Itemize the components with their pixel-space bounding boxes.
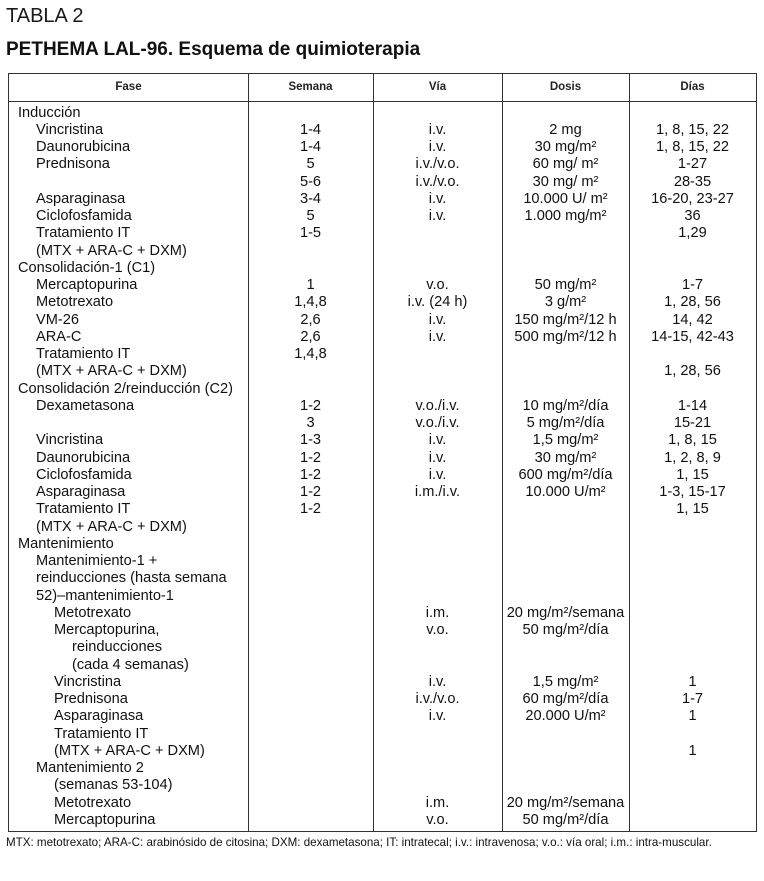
cell-dias: 1	[688, 742, 697, 759]
cell-semana: 1-2	[299, 501, 322, 518]
cell-dias	[629, 777, 756, 794]
cell-dosis: 5 mg/m²/día	[526, 415, 605, 431]
cell-fase: Tratamiento IT	[54, 725, 149, 742]
cell-dosis	[502, 743, 629, 760]
cell-dias: 14, 42	[672, 311, 713, 328]
cell-semana	[248, 605, 373, 622]
cell-fase: Dexametasona	[36, 397, 135, 414]
cell-dias	[629, 588, 756, 605]
table-row	[9, 691, 756, 708]
cell-dias: 1, 8, 15, 22	[655, 139, 730, 155]
cell-semana	[248, 639, 373, 656]
cell-dias	[629, 657, 756, 674]
cell-dosis: 30 mg/m²	[534, 449, 597, 466]
cell-fase: (semanas 53-104)	[54, 777, 173, 794]
cell-semana	[248, 570, 373, 587]
header-dosis: Dosis	[549, 81, 582, 93]
table-row	[9, 467, 756, 484]
cell-dias	[629, 726, 756, 743]
cell-fase: Metotrexato	[54, 794, 132, 811]
cell-semana	[248, 553, 373, 570]
cell-dosis: 1,5 mg/m²	[532, 432, 599, 449]
cell-via	[373, 243, 502, 260]
cell-semana: 1	[306, 277, 315, 293]
cell-semana	[248, 536, 373, 553]
cell-via: i.m.	[425, 604, 450, 621]
cell-semana: 3	[306, 415, 315, 431]
cell-dosis: 60 mg/ m²	[532, 156, 599, 173]
cell-fase: Tratamiento IT	[36, 346, 131, 362]
table-row	[9, 743, 756, 760]
cell-dias: 1, 28, 56	[664, 363, 721, 380]
cell-via: v.o.	[426, 277, 449, 293]
cell-dosis	[502, 570, 629, 587]
cell-dosis: 2 mg	[549, 121, 582, 138]
cell-via: i.m./i.v.	[414, 484, 461, 500]
cell-via	[373, 519, 502, 536]
table-row	[9, 398, 756, 415]
table-row	[9, 501, 756, 518]
table-row	[9, 622, 756, 639]
cell-semana	[248, 760, 373, 777]
cell-via	[373, 346, 502, 363]
table-row	[9, 657, 756, 674]
cell-dias: 15-21	[673, 415, 712, 431]
table-row	[9, 605, 756, 622]
table-row	[9, 588, 756, 605]
cell-fase: (MTX + ARA-C + DXM)	[54, 742, 205, 759]
cell-dosis	[502, 501, 629, 518]
cell-via: i.v.	[428, 208, 447, 224]
cell-dosis	[502, 777, 629, 794]
cell-fase: Asparaginasa	[36, 484, 126, 500]
cell-via	[373, 726, 502, 743]
cell-fase: reinducciones (hasta semana	[36, 570, 227, 587]
cell-via: i.v.	[428, 673, 447, 690]
cell-semana: 1-2	[299, 466, 322, 483]
cell-via	[373, 363, 502, 380]
cell-fase: Asparaginasa	[36, 190, 126, 207]
cell-via	[373, 260, 502, 277]
cell-dosis	[502, 553, 629, 570]
table-row	[9, 243, 756, 260]
table-row	[9, 553, 756, 570]
cell-dias: 16-20, 23-27	[651, 190, 734, 207]
cell-via	[373, 639, 502, 656]
cell-via: i.v./v.o.	[415, 156, 460, 173]
cell-dosis: 10 mg/m²/día	[522, 397, 609, 414]
cell-dias	[629, 260, 756, 277]
table-row	[9, 674, 756, 691]
cell-semana	[248, 691, 373, 708]
cell-semana: 1,4,8	[294, 346, 327, 362]
table-row	[9, 708, 756, 725]
header-semana: Semana	[288, 81, 333, 93]
cell-dosis: 1.000 mg/m²	[524, 208, 607, 224]
cell-dosis	[502, 225, 629, 242]
cell-semana: 5	[306, 156, 315, 173]
table-row	[9, 484, 756, 501]
cell-semana	[248, 812, 373, 829]
cell-fase: Daunorubicina	[36, 139, 131, 155]
cell-fase: Mercaptopurina	[54, 811, 156, 828]
cell-fase: VM-26	[36, 311, 79, 328]
table-row	[9, 346, 756, 363]
table-row	[9, 639, 756, 656]
cell-dosis: 1,5 mg/m²	[532, 673, 599, 690]
cell-dias: 28-35	[673, 173, 712, 190]
cell-fase: Prednisona	[54, 691, 128, 707]
cell-fase: Mantenimiento-1 +	[36, 553, 158, 569]
header-via: Vía	[428, 81, 447, 93]
table-row	[9, 260, 756, 277]
cell-dias: 1, 28, 56	[664, 294, 721, 311]
cell-via: i.v.	[428, 311, 447, 328]
cell-dosis: 10.000 U/ m²	[523, 190, 608, 207]
table-row	[9, 795, 756, 812]
cell-dias: 1	[688, 673, 697, 690]
cell-semana	[248, 657, 373, 674]
cell-via	[373, 225, 502, 242]
cell-via: v.o./i.v.	[415, 397, 460, 414]
cell-fase: Mercaptopurina	[36, 277, 138, 293]
cell-fase: Prednisona	[36, 156, 110, 173]
cell-dosis: 20 mg/m²/semana	[506, 794, 625, 811]
cell-via: i.v.	[428, 328, 447, 345]
cell-dosis: 50 mg/m²	[534, 277, 597, 293]
table-row	[9, 329, 756, 346]
cell-dosis	[502, 588, 629, 605]
cell-via: i.v./v.o.	[415, 173, 460, 190]
cell-semana	[248, 588, 373, 605]
cell-fase: Daunorubicina	[36, 449, 131, 466]
cell-via	[373, 105, 502, 122]
cell-dias	[629, 605, 756, 622]
cell-dias	[629, 105, 756, 122]
cell-semana	[248, 743, 373, 760]
cell-dosis: 20 mg/m²/semana	[506, 604, 625, 621]
cell-semana	[248, 708, 373, 725]
table-row	[9, 381, 756, 398]
cell-dias	[629, 536, 756, 553]
cell-semana: 1,4,8	[294, 294, 327, 311]
cell-semana: 2,6	[300, 311, 321, 328]
cell-via	[373, 760, 502, 777]
table-header	[9, 74, 756, 102]
cell-dias: 1	[688, 708, 697, 725]
header-dias: Días	[680, 81, 705, 93]
table-row	[9, 191, 756, 208]
cell-via	[373, 536, 502, 553]
cell-semana	[248, 674, 373, 691]
cell-fase: 52)–mantenimiento-1	[36, 587, 174, 604]
cell-via: v.o./i.v.	[415, 415, 460, 431]
cell-dosis: 60 mg/m²/día	[522, 691, 609, 707]
table-row	[9, 432, 756, 449]
table-row	[9, 208, 756, 225]
cell-via: i.m.	[425, 794, 450, 811]
cell-dias	[629, 760, 756, 777]
table-row	[9, 139, 756, 156]
cell-dias: 36	[684, 208, 701, 224]
cell-dias	[629, 570, 756, 587]
cell-semana	[248, 363, 373, 380]
cell-fase: Vincristina	[36, 432, 104, 449]
cell-fase: (MTX + ARA-C + DXM)	[36, 518, 187, 535]
cell-fase: Metotrexato	[36, 294, 114, 311]
cell-via: i.v.	[428, 432, 447, 449]
table-footnote: MTX: metotrexato; ARA-C: arabinósido de citosina; DXM: dexametasona; IT: intratecal; i.v.: intravenosa; v.o.: vía oral; i.m.: intra-muscular.	[6, 836, 712, 849]
table-row	[9, 519, 756, 536]
cell-dosis: 3 g/m²	[544, 294, 587, 311]
cell-fase: Mercaptopurina,	[54, 622, 160, 638]
cell-fase: Tratamiento IT	[36, 225, 131, 242]
cell-via: i.v.	[428, 708, 447, 725]
cell-semana	[248, 519, 373, 536]
cell-semana	[248, 260, 373, 277]
cell-dias: 1, 2, 8, 9	[664, 449, 721, 466]
cell-via	[373, 657, 502, 674]
table-row	[9, 726, 756, 743]
cell-dosis: 50 mg/m²/día	[522, 622, 609, 638]
table-row	[9, 312, 756, 329]
cell-dias	[629, 812, 756, 829]
cell-via: i.v.	[428, 121, 447, 138]
table-row	[9, 570, 756, 587]
cell-dosis	[502, 381, 629, 398]
cell-fase: ARA-C	[36, 328, 82, 345]
cell-via: v.o.	[426, 622, 449, 638]
cell-fase: (MTX + ARA-C + DXM)	[36, 242, 187, 259]
cell-dias: 1-7	[681, 691, 704, 707]
cell-via: i.v.	[428, 449, 447, 466]
cell-fase: Tratamiento IT	[36, 501, 131, 518]
cell-dosis	[502, 519, 629, 536]
cell-dias: 1-27	[677, 156, 708, 173]
cell-fase: Metotrexato	[54, 604, 132, 621]
cell-fase: Vincristina	[54, 673, 122, 690]
cell-semana	[248, 622, 373, 639]
table-row	[9, 122, 756, 139]
cell-via: v.o.	[426, 811, 449, 828]
cell-semana	[248, 726, 373, 743]
cell-semana: 1-3	[299, 432, 322, 449]
cell-semana	[248, 105, 373, 122]
cell-semana: 1-2	[299, 397, 322, 414]
cell-dosis	[502, 363, 629, 380]
cell-fase: Asparaginasa	[54, 708, 144, 725]
cell-dosis	[502, 243, 629, 260]
cell-dosis: 30 mg/m²	[534, 139, 597, 155]
cell-fase: Consolidación-1 (C1)	[18, 259, 156, 276]
cell-dosis: 10.000 U/m²	[525, 484, 606, 500]
cell-dias	[629, 639, 756, 656]
table-row	[9, 174, 756, 191]
cell-fase: Inducción	[18, 104, 81, 121]
cell-fase: (cada 4 semanas)	[72, 656, 189, 673]
cell-fase: Mantenimiento 2	[36, 760, 144, 776]
cell-fase: Ciclofosfamida	[36, 208, 132, 224]
cell-via	[373, 743, 502, 760]
table-row	[9, 277, 756, 294]
cell-via	[373, 570, 502, 587]
table-row	[9, 450, 756, 467]
cell-dosis	[502, 639, 629, 656]
cell-via: i.v.	[428, 466, 447, 483]
cell-dosis	[502, 726, 629, 743]
table-label: TABLA 2	[6, 5, 84, 27]
cell-dosis: 50 mg/m²/día	[522, 811, 609, 828]
table-row	[9, 156, 756, 173]
chemotherapy-table	[8, 73, 757, 832]
cell-fase	[9, 415, 275, 432]
cell-semana	[248, 243, 373, 260]
cell-dias	[629, 795, 756, 812]
table-title: PETHEMA LAL-96. Esquema de quimioterapia	[6, 39, 421, 60]
cell-semana: 5-6	[299, 173, 322, 190]
cell-dias	[629, 519, 756, 536]
cell-dias: 1, 15	[676, 501, 709, 518]
cell-via	[373, 588, 502, 605]
cell-semana: 1-2	[299, 449, 322, 466]
table-row	[9, 415, 756, 432]
cell-via	[373, 381, 502, 398]
cell-fase: Mantenimiento	[18, 535, 114, 552]
cell-dosis: 150 mg/m²/12 h	[514, 311, 617, 328]
table-row	[9, 812, 756, 829]
cell-dosis	[502, 760, 629, 777]
cell-fase: (MTX + ARA-C + DXM)	[36, 363, 187, 380]
table-row	[9, 536, 756, 553]
cell-semana: 2,6	[300, 328, 321, 345]
cell-via	[373, 501, 502, 518]
cell-semana: 1-4	[299, 121, 322, 138]
cell-dosis	[502, 105, 629, 122]
cell-via	[373, 777, 502, 794]
cell-dias: 1-14	[677, 397, 708, 414]
cell-dias	[629, 622, 756, 639]
cell-fase: Consolidación 2/reinducción (C2)	[18, 380, 233, 397]
cell-dias: 1-3, 15-17	[659, 484, 726, 500]
cell-dias	[629, 553, 756, 570]
cell-dosis: 500 mg/m²/12 h	[514, 328, 617, 345]
cell-dias	[629, 346, 756, 363]
cell-dias	[629, 243, 756, 260]
cell-dias: 1, 8, 15, 22	[655, 121, 730, 138]
cell-fase: Ciclofosfamida	[36, 466, 132, 483]
cell-dias: 14-15, 42-43	[651, 328, 734, 345]
cell-via: i.v.	[428, 139, 447, 155]
cell-dias: 1, 8, 15	[668, 432, 717, 449]
header-fase: Fase	[115, 81, 142, 93]
cell-via: i.v.	[428, 190, 447, 207]
cell-dosis: 30 mg/ m²	[532, 173, 599, 190]
cell-via: i.v./v.o.	[415, 691, 460, 707]
cell-semana	[248, 381, 373, 398]
cell-dosis	[502, 657, 629, 674]
cell-semana: 5	[306, 208, 315, 224]
cell-dias: 1, 15	[676, 466, 709, 483]
cell-dias: 1,29	[678, 225, 707, 242]
cell-dias	[629, 381, 756, 398]
table-row	[9, 105, 756, 122]
cell-dosis	[502, 346, 629, 363]
cell-dosis: 20.000 U/m²	[525, 708, 606, 725]
cell-semana: 3-4	[299, 190, 322, 207]
table-row	[9, 760, 756, 777]
cell-dosis: 600 mg/m²/día	[518, 466, 613, 483]
table-row	[9, 777, 756, 794]
table-row	[9, 363, 756, 380]
cell-fase: Vincristina	[36, 121, 104, 138]
table-row	[9, 294, 756, 311]
cell-semana: 1-4	[299, 139, 322, 155]
cell-semana	[248, 795, 373, 812]
cell-fase	[9, 174, 275, 191]
cell-dias: 1-7	[681, 277, 704, 293]
cell-via: i.v. (24 h)	[407, 294, 468, 311]
table-row	[9, 225, 756, 242]
cell-fase: reinducciones	[72, 639, 163, 656]
cell-semana	[248, 777, 373, 794]
cell-dosis	[502, 536, 629, 553]
cell-semana: 1-5	[299, 225, 322, 242]
cell-semana: 1-2	[299, 484, 322, 500]
cell-dosis	[502, 260, 629, 277]
cell-via	[373, 553, 502, 570]
